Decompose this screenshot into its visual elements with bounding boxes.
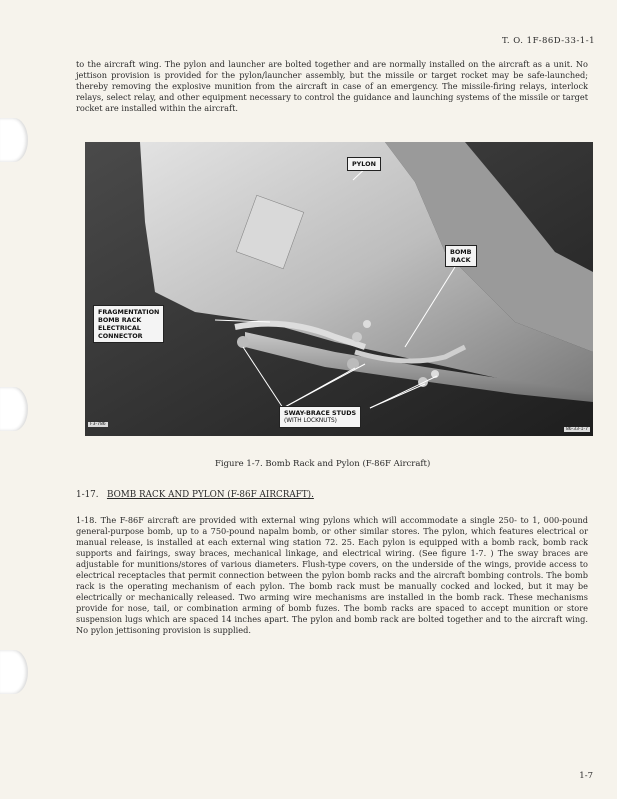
callout-bomb-rack-line1: BOMB <box>450 248 472 256</box>
binder-hole <box>0 387 28 431</box>
callout-connector-line1: FRAGMENTATION <box>98 308 160 316</box>
photo-tag-left: F3-786 <box>90 422 106 427</box>
callout-fragmentation-connector <box>93 305 164 343</box>
callout-sway-brace-studs <box>279 406 361 428</box>
binder-hole <box>0 118 28 162</box>
figure-caption: Figure 1-7. Bomb Rack and Pylon (F-86F Aircraft) <box>215 459 431 469</box>
callout-bomb-rack-line2: RACK <box>451 256 471 264</box>
callout-connector-line2: BOMB RACK <box>98 316 142 324</box>
section-heading <box>76 490 314 500</box>
body-paragraph: 1-18. The F-86F aircraft are provided with external wing pylons which will accommodate a single 250- to 1, 000-pound general-purpose bomb, up to a 750-pound napalm bomb, or other similar stores. The pylon, which features electrical or manual release, is installed at each external wing station 72. 25. Each pylon is equipped with a bomb rack, bomb rack supports and fairings, sway braces, mechanical linkage, and electrical wiring. (See figure 1-7. ) The sway braces are adjustable for munitions/stores of various diameters. Flush-type covers, on the underside of the wings, provide access to electrical receptacles that permit connection between the pylon bomb racks and the aircraft bombing controls. The bomb rack is the operating mechanism of each pylon. The bomb rack must be manually cocked and locked, but it may be electrically or mechanically released. Two arming wire mechanisms are installed in the bomb rack. These mechanisms provide for nose, tail, or combination arming of bomb fuzes. The bomb racks are spaced to accept munition or store suspension lugs which are spaced 14 inches apart. The pylon and bomb rack are bolted together and to the aircraft wing. No pylon jettisoning provision is supplied. <box>76 515 588 635</box>
section-title: BOMB RACK AND PYLON (F-86F AIRCRAFT). <box>106 490 314 500</box>
binder-hole <box>0 650 28 694</box>
bomb-rack-photo <box>85 142 593 436</box>
callout-pylon-text: PYLON <box>352 160 376 168</box>
photo-illustration <box>85 142 593 436</box>
page-number: 1-7 <box>579 771 593 781</box>
callout-connector-line4: CONNECTOR <box>98 332 143 340</box>
callout-bomb-rack <box>445 245 477 267</box>
callout-sway-line1: SWAY-BRACE STUDS <box>284 409 357 417</box>
callout-sway-line2: (WITH LOCKNUTS) <box>284 418 337 424</box>
callout-pylon <box>347 157 381 171</box>
section-number: 1-17. <box>76 490 99 500</box>
photo-tag-right: 86-33-1-7 <box>565 427 588 432</box>
document-code-header: T. O. 1F-86D-33-1-1 <box>501 36 595 46</box>
callout-connector-line3: ELECTRICAL <box>98 324 141 332</box>
intro-paragraph: to the aircraft wing. The pylon and launcher are bolted together and are normally installed on the aircraft as a unit. No jettison provision is provided for the pylon/launcher assembly, but the missile or target rocket may be safe-launched; thereby removing the explosive munition from the aircraft in case of an emergency. The missile-firing relays, interlock relays, select relay, and other equipment necessary to control the guidance and launching systems of the missile or target rocket are installed within the aircraft. <box>76 59 588 113</box>
